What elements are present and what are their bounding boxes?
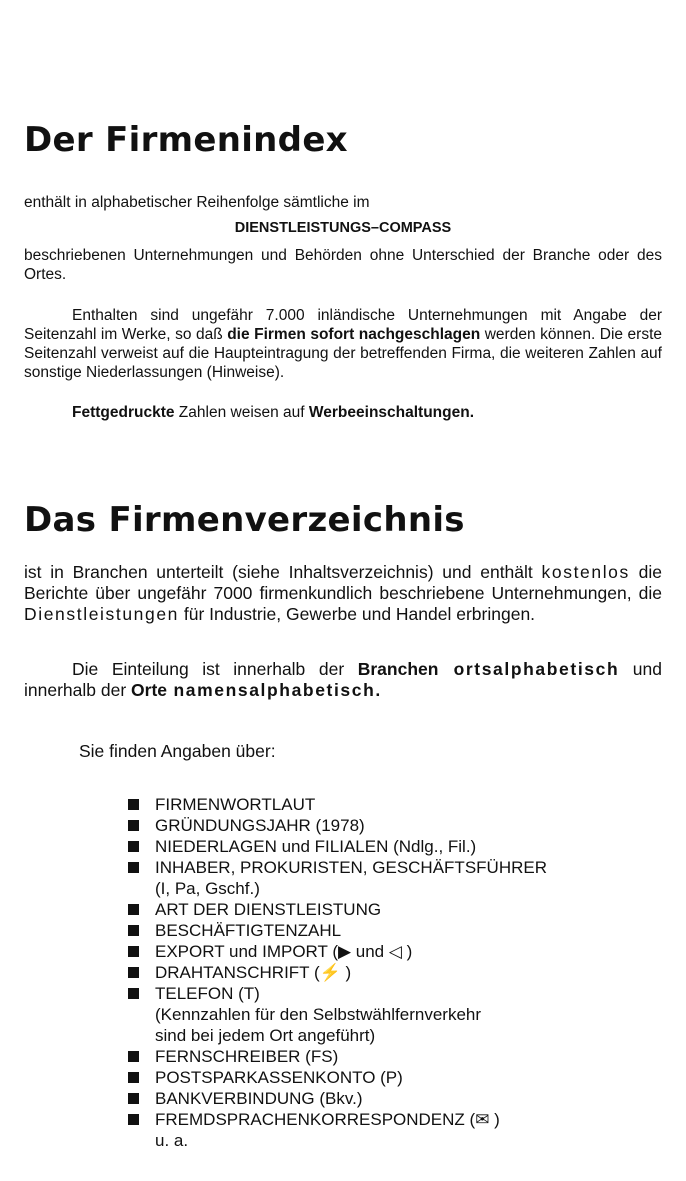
p2-text-a: Enthalten sind ungefähr 7.000 inländische Unternehmungen mit Angabe der Seitenzahl im Werke, so daß [24,307,662,343]
s2p1-spaced1: kostenlos [541,562,630,582]
s2p1-b: die Berichte über ungefähr 7000 firmenkundlich beschriebene Unternehmungen, die [24,562,662,603]
p2-text-b: werden können. Die erste Seitenzahl verweist auf die Haupteintragung der betreffenden Firma, die weiteren Zahlen auf sonstige Niederlassungen (Hinweise). [24,326,662,381]
list-item: FERNSCHREIBER (FS) [128,1046,547,1067]
list-item: DRAHTANSCHRIFT (⚡ ) [128,962,547,983]
list-item: FREMDSPRACHENKORRESPONDENZ (✉ ) [128,1109,547,1130]
p2-bold: die Firmen sofort nachgeschlagen [227,326,481,343]
list-item: GRÜNDUNGSJAHR (1978) [128,815,547,836]
section1-paragraph3 [24,403,662,422]
list-item: TELEFON (T) [128,983,547,1004]
info-list [128,794,547,1151]
bullet-square-icon [128,841,139,852]
section2-title: Das Firmenverzeichnis [24,500,465,540]
bullet-square-icon [128,925,139,936]
bullet-square-icon [128,904,139,915]
list-item: POSTSPARKASSENKONTO (P) [128,1067,547,1088]
bullet-square-icon [128,988,139,999]
section2-paragraph1 [24,562,662,625]
bullet-square-icon [128,1051,139,1062]
list-item: ART DER DIENSTLEISTUNG [128,899,547,920]
bullet-square-icon [128,799,139,810]
compass-title: DIENSTLEISTUNGS–COMPASS [234,220,452,236]
list-item-continuation: (I, Pa, Gschf.) [155,879,260,898]
list-item-continuation: sind bei jedem Ort angeführt) [155,1026,376,1045]
list-item: FIRMENWORTLAUT [128,794,547,815]
section1-paragraph2 [24,306,662,382]
p3-mid: Zahlen weisen auf [174,404,309,421]
section1-title: Der Firmenindex [24,120,348,160]
list-item: BANKVERBINDUNG (Bkv.) [128,1088,547,1109]
bullet-square-icon [128,1072,139,1083]
list-item-continuation: u. a. [155,1131,189,1150]
s2p2-bold1: Branchen [357,659,439,679]
list-item: NIEDERLAGEN und FILIALEN (Ndlg., Fil.) [128,836,547,857]
s2p1-spaced2: Dienstleistungen [24,604,179,624]
bullet-square-icon [128,946,139,957]
bullet-square-icon [128,862,139,873]
list-item: INHABER, PROKURISTEN, GESCHÄFTSFÜHRER [128,857,547,878]
list-intro: Sie finden Angaben über: [79,741,276,761]
list-item: EXPORT und IMPORT (▶ und ◁ ) [128,941,547,962]
section2-paragraph2 [24,659,662,701]
p3-bold1: Fettgedruckte [72,404,175,421]
s2p2-b: und innerhalb der [24,659,662,700]
bullet-square-icon [128,967,139,978]
bullet-square-icon [128,1114,139,1125]
bullet-square-icon [128,820,139,831]
section1-desc: beschriebenen Unternehmungen und Behörden ohne Unterschied der Branche oder des Ortes. [24,247,662,283]
s2p2-a: Die Einteilung ist innerhalb der [72,659,358,679]
section1-intro: enthält in alphabetischer Reihenfolge sämtliche im [24,194,370,211]
s2p1-a: ist in Branchen unterteilt (siehe Inhaltsverzeichnis) und enthält [24,562,542,582]
list-item-continuation: (Kennzahlen für den Selbstwählfernverkehr [155,1005,482,1024]
bullet-square-icon [128,1093,139,1104]
s2p2-spaced2: namensalphabetisch. [167,680,382,700]
s2p1-c: für Industrie, Gewerbe und Handel erbringen. [179,604,536,624]
p3-bold2: Werbeeinschaltungen. [308,404,475,421]
s2p2-bold2: Orte [131,680,168,700]
s2p2-spaced1: ortsalphabetisch [438,659,620,679]
list-item: BESCHÄFTIGTENZAHL [128,920,547,941]
